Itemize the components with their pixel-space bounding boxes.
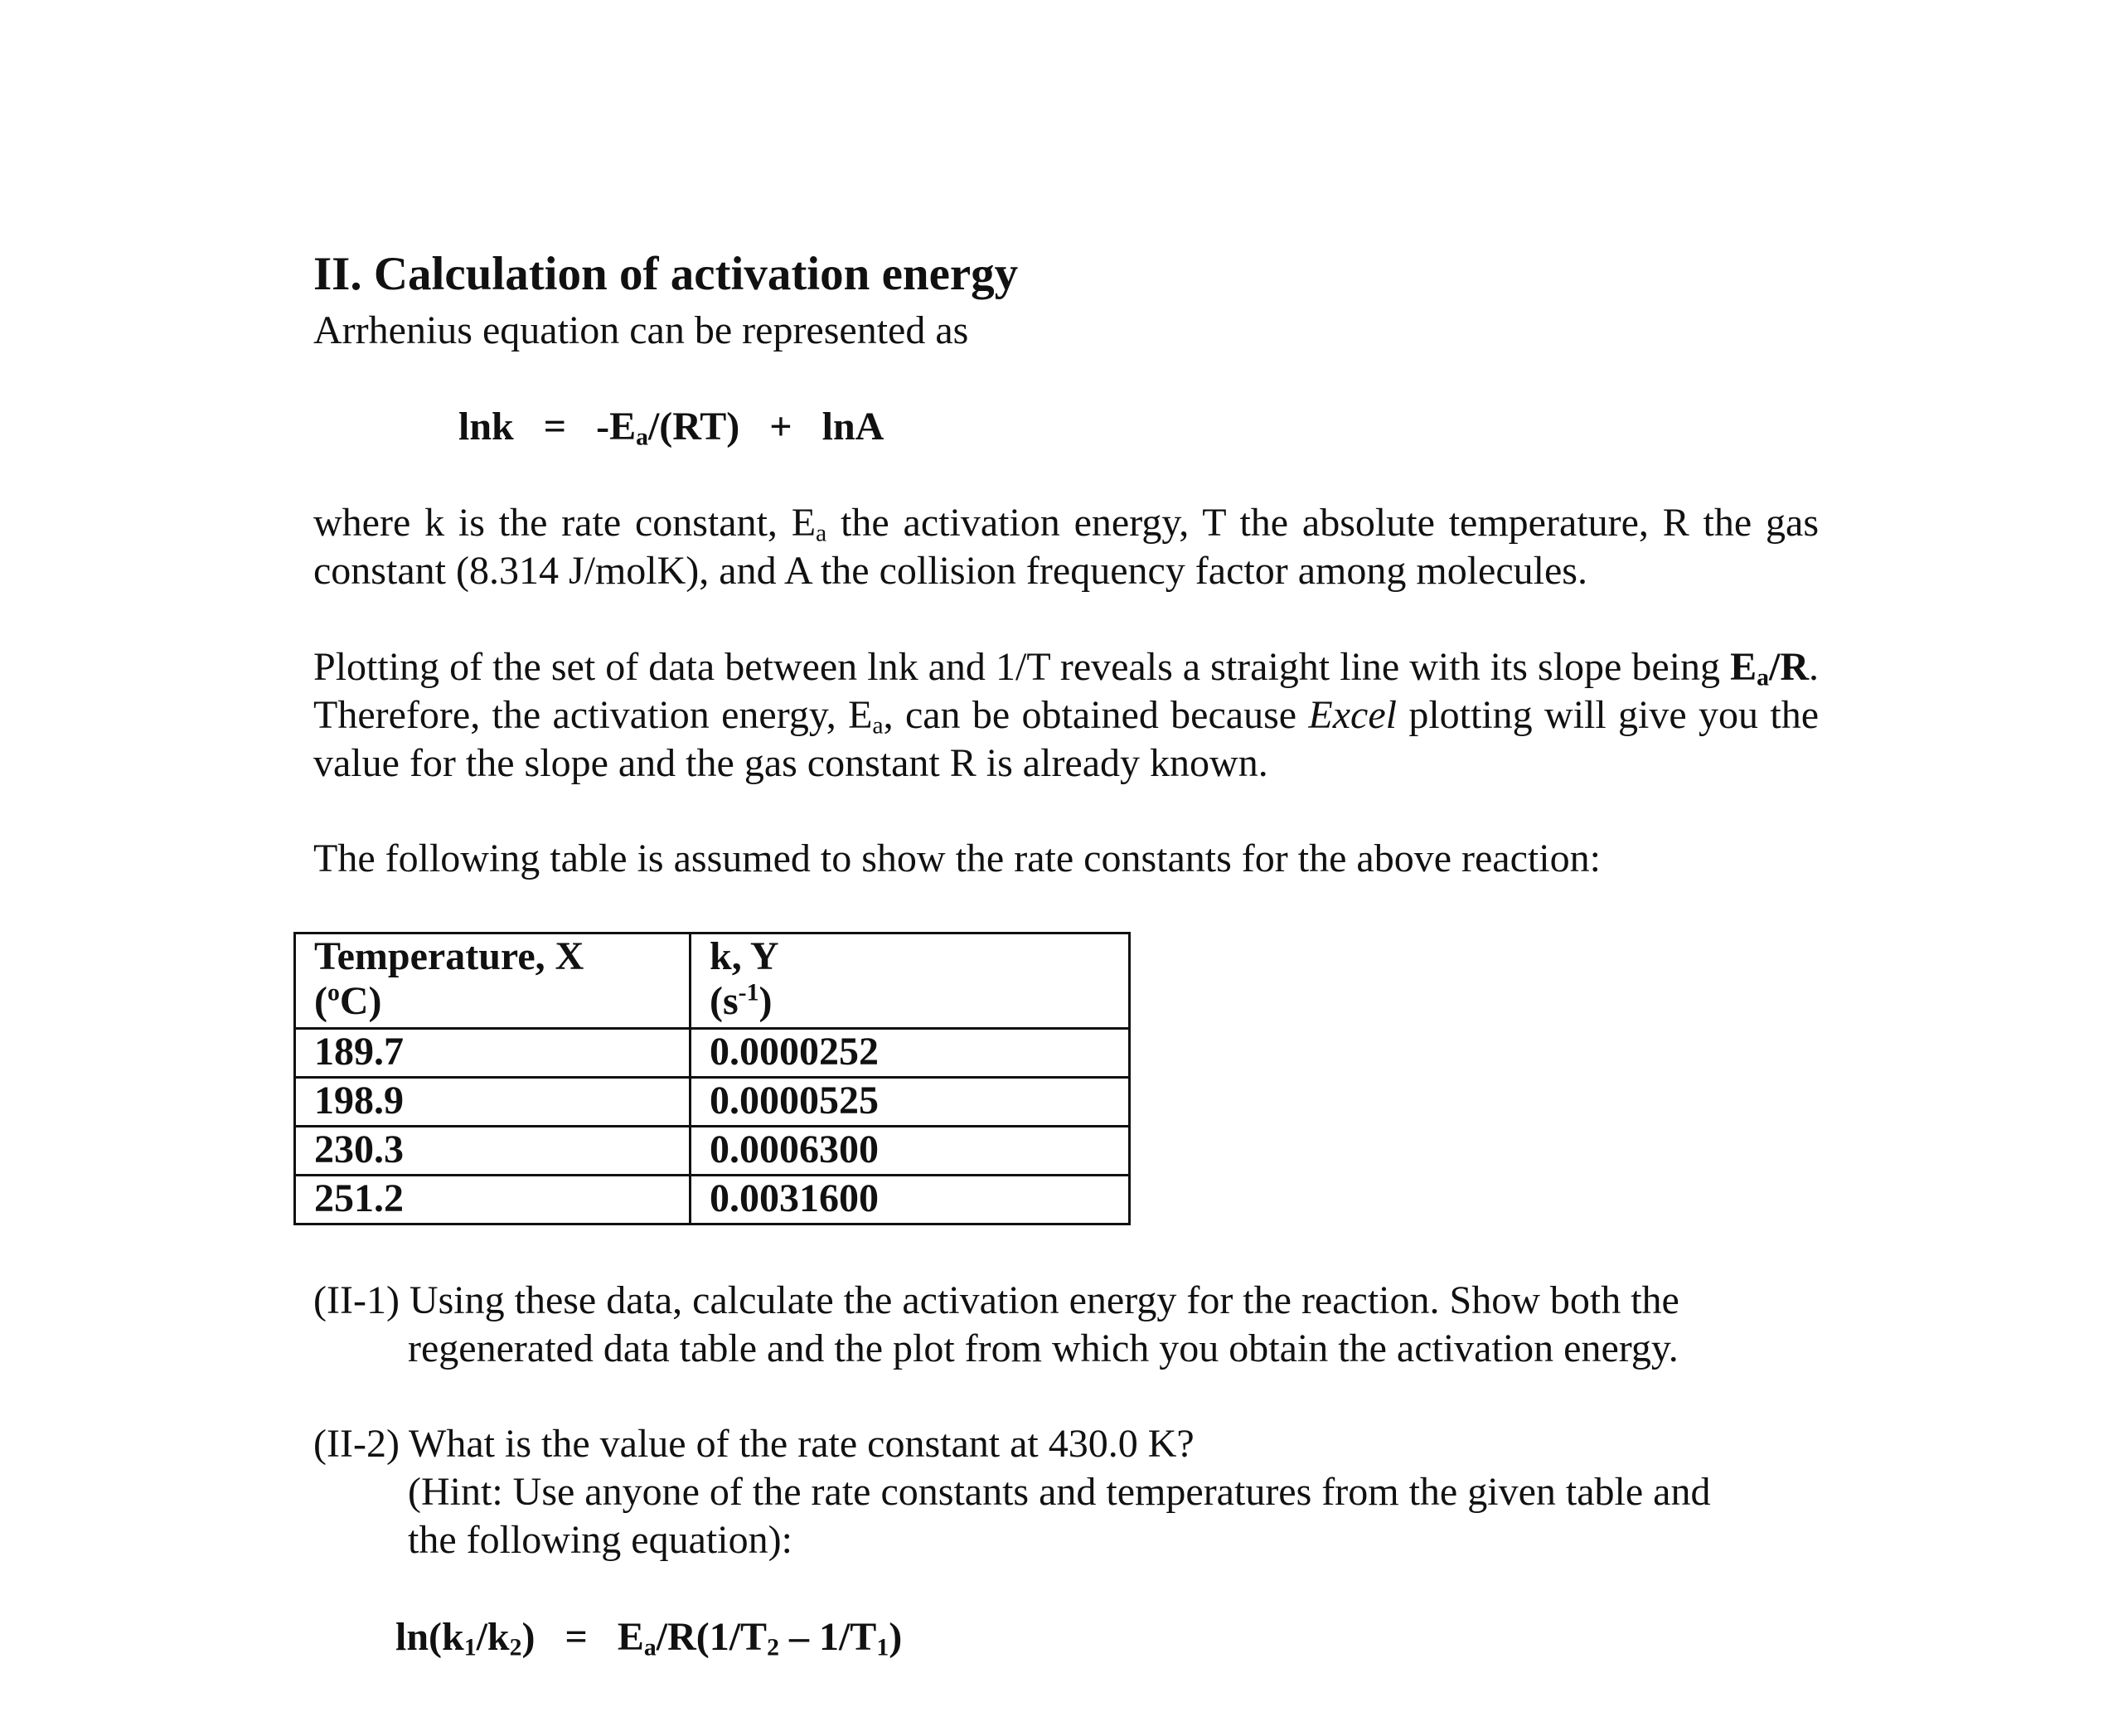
- cell-rate-constant: 0.0000252: [691, 1029, 1130, 1078]
- table-row: [295, 1029, 1130, 1078]
- rate-constant-table: [293, 932, 1131, 1225]
- table-row: [295, 1127, 1130, 1176]
- eq2-lhs: $\ln(k_1/k_2)$: [395, 1615, 536, 1661]
- question-ii-2: [313, 1420, 1710, 1564]
- eq2-rhs: $E_a/R(1/T_2 - 1/T_1)$: [617, 1615, 903, 1661]
- table-intro: The following table is assumed to show the rate constants for the above reaction:: [313, 836, 1601, 880]
- cell-temperature: 198.9: [295, 1078, 691, 1127]
- section-title: II. Calculation of activation energy: [313, 248, 1019, 300]
- cell-rate-constant: 0.0000525: [691, 1078, 1130, 1127]
- question-ii-2-line2: (Hint: Use anyone of the rate constants and temperatures from the given table and: [408, 1470, 1711, 1514]
- arrhenius-equation: [458, 403, 884, 451]
- eq1-equals: =: [543, 405, 567, 449]
- eq1-plus: +: [769, 405, 792, 449]
- table-row: [295, 1176, 1130, 1224]
- eq1-lhs: lnk: [458, 405, 514, 449]
- cell-rate-constant: 0.0031600: [691, 1176, 1130, 1224]
- eq1-term1: $-E_a/(RT)$: [596, 405, 740, 451]
- cell-rate-constant: 0.0006300: [691, 1127, 1130, 1176]
- question-ii-2-line3: the following equation):: [408, 1518, 792, 1562]
- table-row: [295, 1078, 1130, 1127]
- table-header-row: [295, 933, 1130, 1029]
- question-ii-1-line2: regenerated data table and the plot from which you obtain the activation energy.: [408, 1326, 1679, 1370]
- excel-text: Excel: [1308, 693, 1397, 737]
- intro-text: Arrhenius equation can be represented as: [313, 308, 969, 352]
- question-ii-1-line1: (II-1) Using these data, calculate the activation energy for the reaction. Show both the: [313, 1278, 1679, 1322]
- question-ii-1: [313, 1277, 1679, 1373]
- eq2-equals: =: [565, 1615, 588, 1659]
- cell-temperature: 251.2: [295, 1176, 691, 1224]
- header-rate-constant: k, Y $(s^{-1})$: [691, 933, 1130, 1029]
- slope-expression: $E_a/R$: [1730, 645, 1809, 691]
- two-point-equation: [395, 1613, 902, 1661]
- plotting-paragraph: Plotting of the set of data between lnk and 1/T reveals a straight line with its slope being $E_a/R$. Therefore, the activation energy, $E_a$, can be obtained because Excel plotting will give you the value for the slope and the gas constant R is already known.: [313, 645, 1820, 785]
- cell-temperature: 189.7: [295, 1029, 691, 1078]
- eq1-term2: lnA: [821, 405, 884, 449]
- header-temperature: Temperature, X ($^o$C): [295, 933, 691, 1029]
- cell-temperature: 230.3: [295, 1127, 691, 1176]
- question-ii-2-line1: (II-2) What is the value of the rate constant at 430.0 K?: [313, 1422, 1195, 1466]
- definition-paragraph: where k is the rate constant, $E_a$ the activation energy, T the absolute temperature, R the gas constant (8.314 J/molK), and A the collision frequency factor among molecules.: [313, 501, 1819, 593]
